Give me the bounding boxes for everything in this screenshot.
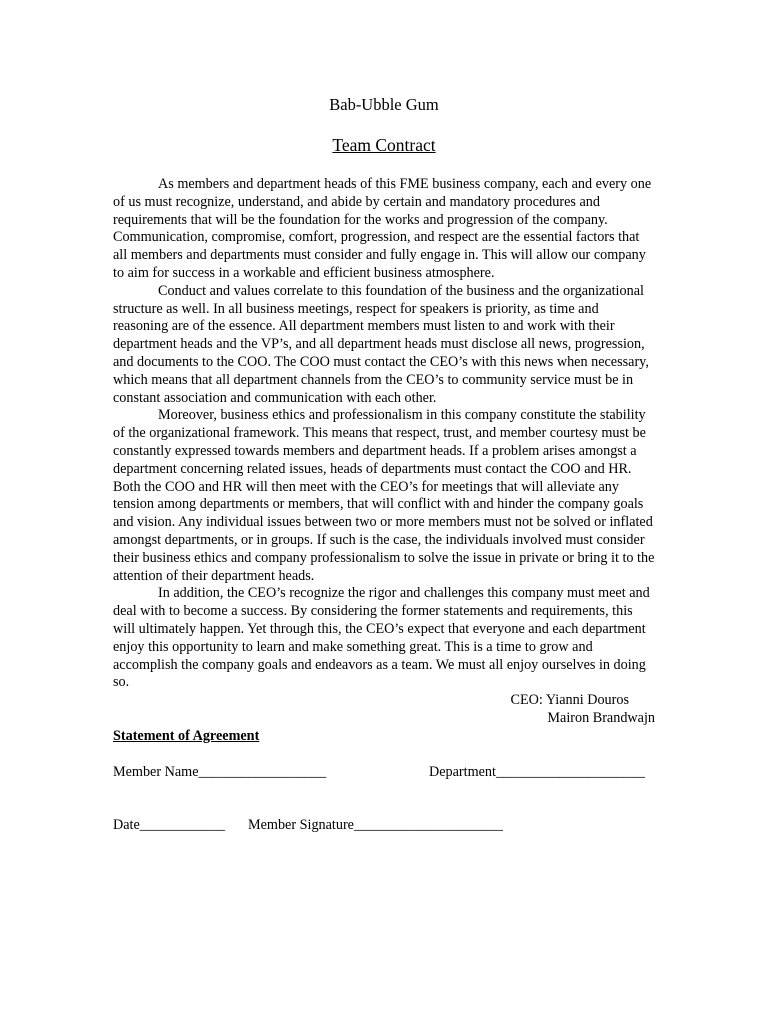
department-field[interactable]: Department_____________________: [429, 763, 645, 780]
form-row-name-department: [113, 764, 655, 782]
contract-body: [113, 176, 655, 692]
company-name: Bab-Ubble Gum: [329, 95, 439, 114]
paragraph-ethics: Moreover, business ethics and professionalism in this company constitute the stability of the organizational framework. This means that respect, trust, and member courtesy must be constantly expressed towards members and department heads. If a problem arises amongst a department concerning related issues, heads of departments must contact the COO and HR. Both the COO and HR will then meet with the CEO’s for meetings that will alleviate any tension among departments or members, that will conflict with and hinder the company goals and vision. Any individual issues between two or more members must not be solved or inflated amongst departments, or in groups. If such is the case, the individuals involved must consider their business ethics and company professionalism to solve the issue in private or bring it to the attention of their department heads.: [113, 407, 655, 584]
agreement-heading: Statement of Agreement: [113, 727, 260, 744]
paragraph-conduct: Conduct and values correlate to this foundation of the business and the organizational structure as well. In all business meetings, respect for speakers is priority, as time and reasoning are of the essence. All department members must listen to and work with their department heads and the VP’s, and all department heads must disclose all news, progression, and documents to the COO. The COO must contact the CEO’s with this news when necessary, which means that all department channels from the CEO’s to community service must be in constant association and communication with each other.: [113, 282, 649, 406]
member-signature-field[interactable]: Member Signature_____________________: [248, 816, 503, 833]
ceo-signature-line-2: Mairon Brandwajn: [547, 709, 655, 726]
paragraph-conclusion: In addition, the CEO’s recognize the rigor and challenges this company must meet and deal with to become a success. By considering the former statements and requirements, this will ultimately happen. Yet through this, the CEO’s expect that everyone and each department enjoy this opportunity to learn and make something great. This is a time to grow and accomplish the company goals and endeavors as a team. We must all enjoy ourselves in doing so.: [113, 585, 650, 691]
contract-document: [113, 94, 655, 835]
member-name-field[interactable]: Member Name__________________: [113, 763, 327, 780]
ceo-signature-line-1: CEO: Yianni Douros: [510, 692, 629, 709]
paragraph-intro: As members and department heads of this FME business company, each and every one of us must recognize, understand, and abide by certain and mandatory procedures and requirements that will be the foundation for the works and progression of the company. Communication, compromise, comfort, progression, and respect are the essential factors that all members and departments must consider and fully engage in. This will allow our company to aim for success in a workable and efficient business atmosphere.: [113, 176, 652, 281]
date-field[interactable]: Date____________: [113, 816, 225, 833]
document-title: Team Contract: [332, 135, 436, 155]
form-row-date-signature: [113, 817, 655, 835]
ceo-signatures: [113, 692, 655, 728]
